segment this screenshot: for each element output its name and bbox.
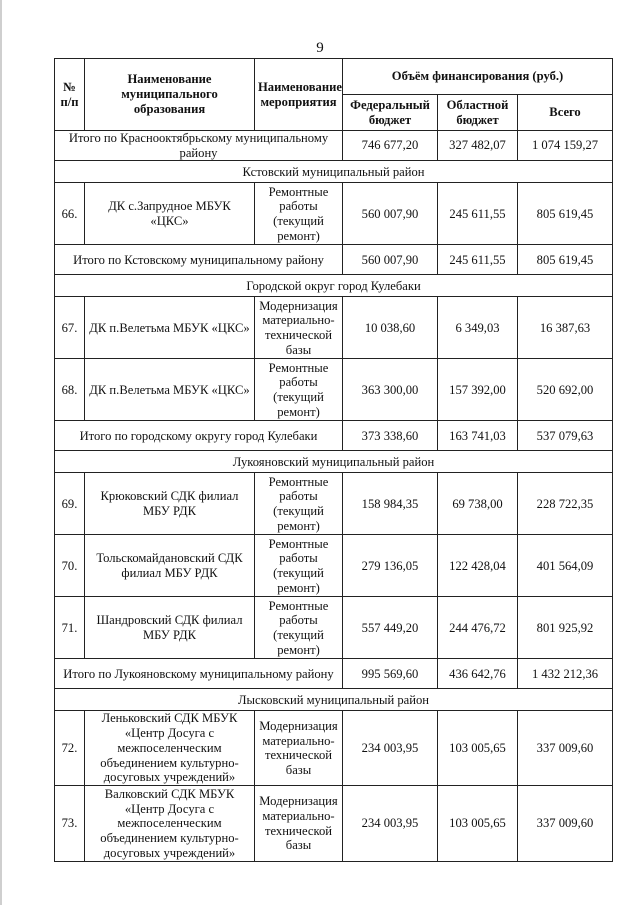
row-number: 67. [55, 297, 85, 359]
total-amount: 520 692,00 [518, 359, 613, 421]
event-name: Ремонтные работы (текущий ремонт) [255, 535, 343, 597]
federal-amount: 995 569,60 [343, 659, 438, 689]
regional-amount: 157 392,00 [438, 359, 518, 421]
section-label: Лысковский муниципальный район [55, 689, 613, 711]
section-row [55, 689, 613, 711]
regional-amount: 103 005,65 [438, 711, 518, 786]
organization-name: Валковский СДК МБУК «Центр Досуга с межпоселенческим объединением культурно-досуговых учреждений» [85, 786, 255, 862]
event-name: Модернизация материально-технической базы [255, 297, 343, 359]
regional-amount: 122 428,04 [438, 535, 518, 597]
federal-amount: 560 007,90 [343, 183, 438, 245]
federal-amount: 557 449,20 [343, 597, 438, 659]
organization-name: Крюковский СДК филиал МБУ РДК [85, 473, 255, 535]
total-label: Итого по городскому округу город Кулебаки [55, 421, 343, 451]
organization-name: ДК п.Велетьма МБУК «ЦКС» [85, 297, 255, 359]
row-number: 68. [55, 359, 85, 421]
organization-name: Шандровский СДК филиал МБУ РДК [85, 597, 255, 659]
regional-amount: 163 741,03 [438, 421, 518, 451]
total-amount: 1 074 159,27 [518, 131, 613, 161]
table-row [55, 473, 613, 535]
header-federal: Федеральный бюджет [343, 95, 438, 131]
regional-amount: 245 611,55 [438, 183, 518, 245]
total-amount: 1 432 212,36 [518, 659, 613, 689]
row-number: 69. [55, 473, 85, 535]
row-number: 73. [55, 786, 85, 862]
federal-amount: 10 038,60 [343, 297, 438, 359]
section-label: Кстовский муниципальный район [55, 161, 613, 183]
total-row [55, 131, 613, 161]
total-amount: 228 722,35 [518, 473, 613, 535]
page-number: 9 [316, 40, 324, 56]
table-row [55, 711, 613, 786]
header-organization: Наименование муниципального образования [85, 59, 255, 131]
total-amount: 801 925,92 [518, 597, 613, 659]
section-row [55, 275, 613, 297]
table-row [55, 297, 613, 359]
total-amount: 16 387,63 [518, 297, 613, 359]
organization-name: ДК с.Запрудное МБУК «ЦКС» [85, 183, 255, 245]
total-amount: 537 079,63 [518, 421, 613, 451]
total-label: Итого по Лукояновскому муниципальному району [55, 659, 343, 689]
row-number: 72. [55, 711, 85, 786]
header-event: Наименование мероприятия [255, 59, 343, 131]
table-body [55, 131, 613, 862]
regional-amount: 436 642,76 [438, 659, 518, 689]
event-name: Ремонтные работы (текущий ремонт) [255, 473, 343, 535]
regional-amount: 244 476,72 [438, 597, 518, 659]
federal-amount: 234 003,95 [343, 711, 438, 786]
row-number: 71. [55, 597, 85, 659]
total-label: Итого по Кстовскому муниципальному району [55, 245, 343, 275]
header-total: Всего [518, 95, 613, 131]
row-number: 70. [55, 535, 85, 597]
total-amount: 337 009,60 [518, 711, 613, 786]
header-no: № п/п [55, 59, 85, 131]
table-row [55, 597, 613, 659]
total-amount: 337 009,60 [518, 786, 613, 862]
total-row [55, 245, 613, 275]
federal-amount: 158 984,35 [343, 473, 438, 535]
event-name: Ремонтные работы (текущий ремонт) [255, 359, 343, 421]
regional-amount: 245 611,55 [438, 245, 518, 275]
header-regional: Областной бюджет [438, 95, 518, 131]
table-row [55, 183, 613, 245]
table-row [55, 535, 613, 597]
organization-name: Тольскомайдановский СДК филиал МБУ РДК [85, 535, 255, 597]
total-label: Итого по Краснооктябрьскому муниципальному району [55, 131, 343, 161]
total-amount: 401 564,09 [518, 535, 613, 597]
federal-amount: 560 007,90 [343, 245, 438, 275]
event-name: Модернизация материально-технической базы [255, 711, 343, 786]
total-amount: 805 619,45 [518, 245, 613, 275]
event-name: Ремонтные работы (текущий ремонт) [255, 597, 343, 659]
section-label: Городской округ город Кулебаки [55, 275, 613, 297]
section-row [55, 161, 613, 183]
federal-amount: 373 338,60 [343, 421, 438, 451]
regional-amount: 69 738,00 [438, 473, 518, 535]
event-name: Модернизация материально-технической базы [255, 786, 343, 862]
event-name: Ремонтные работы (текущий ремонт) [255, 183, 343, 245]
table-row [55, 359, 613, 421]
header-funding: Объём финансирования (руб.) [343, 59, 613, 95]
organization-name: ДК п.Велетьма МБУК «ЦКС» [85, 359, 255, 421]
total-row [55, 421, 613, 451]
section-label: Лукояновский муниципальный район [55, 451, 613, 473]
page-edge [0, 0, 2, 905]
total-amount: 805 619,45 [518, 183, 613, 245]
organization-name: Леньковский СДК МБУК «Центр Досуга с межпоселенческим объединением культурно-досуговых учреждений» [85, 711, 255, 786]
total-row [55, 659, 613, 689]
table-row [55, 786, 613, 862]
section-row [55, 451, 613, 473]
row-number: 66. [55, 183, 85, 245]
regional-amount: 327 482,07 [438, 131, 518, 161]
regional-amount: 103 005,65 [438, 786, 518, 862]
federal-amount: 746 677,20 [343, 131, 438, 161]
federal-amount: 279 136,05 [343, 535, 438, 597]
funding-table [54, 58, 613, 862]
federal-amount: 234 003,95 [343, 786, 438, 862]
federal-amount: 363 300,00 [343, 359, 438, 421]
regional-amount: 6 349,03 [438, 297, 518, 359]
